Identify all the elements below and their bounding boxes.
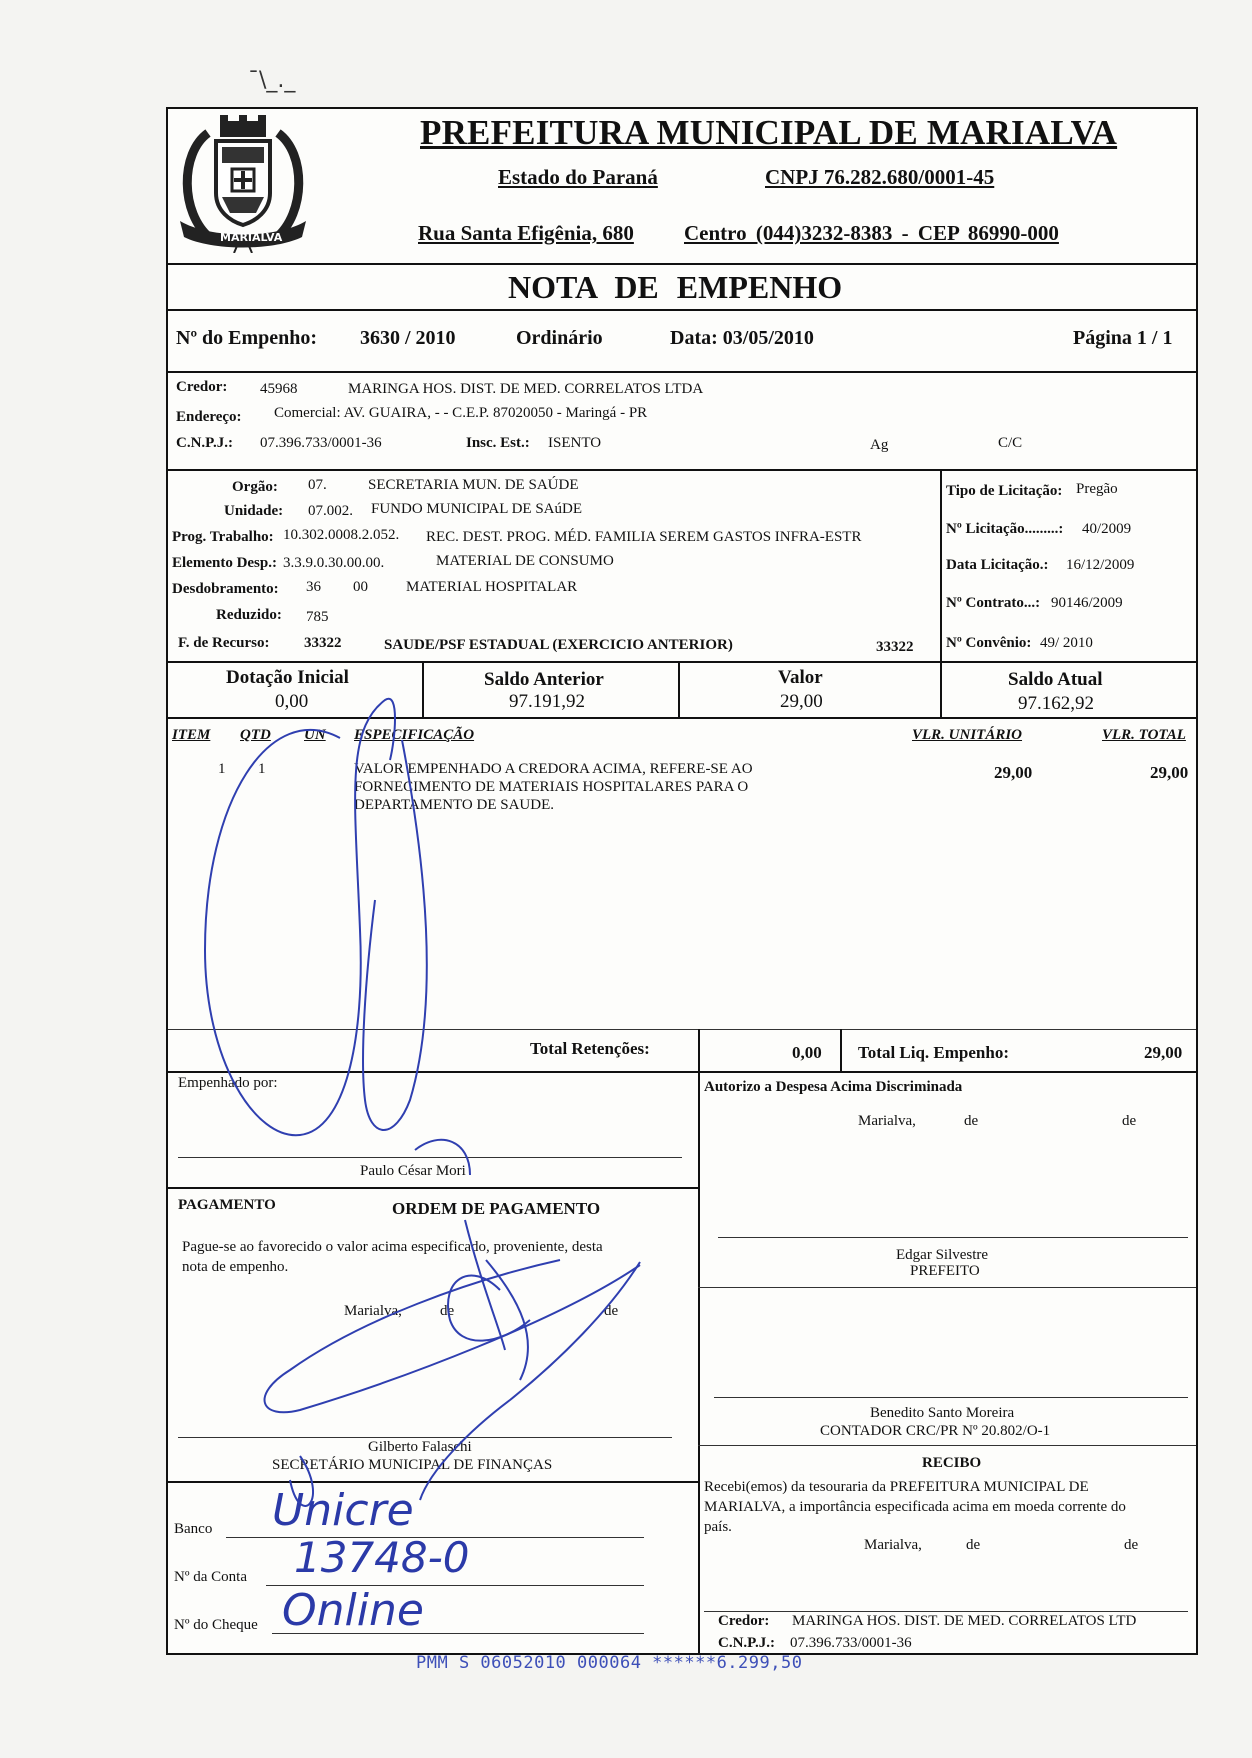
autorizo-de-2: de (1122, 1113, 1137, 1129)
cc-label: C/C (998, 435, 1023, 451)
recibo-title: RECIBO (922, 1455, 982, 1471)
empenho-number: 3630 / 2010 (360, 327, 456, 349)
prog-label: Prog. Trabalho: (172, 529, 274, 545)
saldo-anterior-label: Saldo Anterior (484, 669, 604, 690)
recibo-de-1: de (966, 1537, 981, 1553)
col-vlr-total: VLR. TOTAL (1102, 727, 1186, 743)
saldo-atual-value: 97.162,92 (1018, 693, 1094, 714)
item-qtd: 1 (258, 761, 266, 777)
desdobramento-sub: 00 (353, 579, 368, 595)
pagamento-text-2: nota de empenho. (182, 1259, 289, 1275)
ordem-pagamento-label: ORDEM DE PAGAMENTO (392, 1199, 601, 1218)
desdobramento-name: MATERIAL HOSPITALAR (406, 579, 578, 595)
contador-role: CONTADOR CRC/PR Nº 20.802/O-1 (820, 1423, 1051, 1439)
fonte-code: 33322 (304, 635, 342, 651)
licitacao-type: Pregão (1076, 481, 1118, 497)
crest-ribbon-text: MARIALVA (220, 231, 283, 244)
item-number: 1 (218, 761, 226, 777)
pagamento-text-1: Pague-se ao favorecido o valor acima especificado, proveniente, desta (182, 1239, 603, 1255)
conta-label: Nº da Conta (174, 1569, 247, 1585)
prog-code: 10.302.0008.2.052. (283, 527, 400, 543)
reduzido-label: Reduzido: (216, 607, 282, 623)
page-number: Página 1 / 1 (1073, 327, 1173, 349)
unidade-label: Unidade: (224, 503, 284, 519)
banco-handwritten: Unicre (272, 1485, 414, 1536)
licitacao-date-label: Data Licitação.: (946, 557, 1049, 573)
elemento-label: Elemento Desp.: (172, 555, 277, 571)
fonte-code-2: 33322 (876, 639, 914, 655)
autorizo-signer: Edgar Silvestre (896, 1247, 989, 1263)
conta-handwritten: 13748-0 (294, 1533, 470, 1582)
credor-name: MARINGA HOS. DIST. DE MED. CORRELATOS LTDA (348, 381, 704, 397)
empenho-number-label: Nº do Empenho: (176, 327, 318, 349)
recibo-de-2: de (1124, 1537, 1139, 1553)
licitacao-number-label: Nº Licitação.........: (946, 521, 1064, 537)
valor-value: 29,00 (780, 691, 823, 712)
liq-empenho-label: Total Liq. Empenho: (858, 1043, 1009, 1062)
col-especificacao: ESPECIFICAÇÃO (354, 727, 475, 743)
header-contact: Centro (044)3232-8383 - CEP 86990-000 (684, 221, 1059, 245)
contrato-value: 90146/2009 (1051, 595, 1123, 611)
insc-value: ISENTO (548, 435, 602, 451)
desdobramento-label: Desdobramento: (172, 581, 279, 597)
item-spec-line-3: DEPARTAMENTO DE SAUDE. (354, 797, 554, 813)
header-title: PREFEITURA MUNICIPAL DE MARIALVA (420, 113, 1118, 152)
header-address: Rua Santa Efigênia, 680 (418, 221, 634, 245)
valor-label: Valor (778, 667, 823, 688)
pagamento-signer: Gilberto Falaschi (368, 1439, 472, 1455)
page-mark: ¯\_._ (248, 68, 296, 93)
col-qtd: QTD (240, 727, 271, 743)
col-un: UN (304, 727, 326, 743)
recibo-text-1: Recebi(emos) da tesouraria da PREFEITURA MUNICIPAL DE (704, 1479, 1089, 1495)
liq-empenho-value: 29,00 (1144, 1043, 1183, 1062)
item-spec-line-2: FORNECIMENTO DE MATERIAIS HOSPITALARES PARA O (354, 779, 749, 795)
col-item: ITEM (172, 727, 211, 743)
recibo-credor-label: Credor: (718, 1613, 770, 1629)
cheque-handwritten: Online (282, 1585, 424, 1636)
licitacao-date: 16/12/2009 (1066, 557, 1135, 573)
retencoes-label: Total Retenções: (530, 1039, 650, 1058)
recibo-cnpj: 07.396.733/0001-36 (790, 1635, 912, 1651)
cheque-label: Nº do Cheque (174, 1617, 258, 1633)
unidade-code: 07.002. (308, 503, 353, 519)
recibo-credor: MARINGA HOS. DIST. DE MED. CORRELATOS LTD (792, 1613, 1137, 1629)
pagamento-label: PAGAMENTO (178, 1197, 276, 1213)
empenhado-signer: Paulo César Mori (360, 1163, 466, 1179)
dotacao-value: 0,00 (275, 691, 309, 712)
elemento-name: MATERIAL DE CONSUMO (436, 553, 614, 569)
recibo-text-2: MARIALVA, a importância especificada acima em moeda corrente do (704, 1499, 1126, 1515)
col-vlr-unitario: VLR. UNITÁRIO (912, 727, 1023, 743)
prog-name: REC. DEST. PROG. MÉD. FAMILIA SEREM GASTOS INFRA-ESTR (426, 529, 862, 545)
fonte-name: SAUDE/PSF ESTADUAL (EXERCICIO ANTERIOR) (384, 637, 733, 653)
empenho-type: Ordinário (516, 327, 603, 349)
convenio-label: Nº Convênio: (946, 635, 1032, 651)
retencoes-value: 0,00 (792, 1043, 822, 1062)
credor-label: Credor: (176, 379, 228, 395)
credor-code: 45968 (260, 381, 298, 397)
banco-label: Banco (174, 1521, 213, 1537)
pagamento-signer-role: SECRETÁRIO MUNICIPAL DE FINANÇAS (272, 1457, 553, 1473)
pagamento-de-1: de (440, 1303, 455, 1319)
item-total-value: 29,00 (1150, 763, 1189, 782)
recibo-text-3: país. (704, 1519, 732, 1535)
item-spec-line-1: VALOR EMPENHADO A CREDORA ACIMA, REFERE-SE AO (354, 761, 753, 777)
header-state: Estado do Paraná (498, 165, 658, 189)
autorizo-signer-role: PREFEITO (910, 1263, 980, 1279)
item-unit-value: 29,00 (994, 763, 1033, 782)
saldo-atual-label: Saldo Atual (1008, 669, 1103, 690)
licitacao-number: 40/2009 (1082, 521, 1132, 537)
desdobramento-code: 36 (306, 579, 321, 595)
credor-cnpj: 07.396.733/0001-36 (260, 435, 382, 451)
orgao-label: Orgão: (232, 479, 278, 495)
pagamento-city: Marialva, (344, 1303, 402, 1319)
contrato-label: Nº Contrato...: (946, 595, 1041, 611)
pagamento-de-2: de (604, 1303, 619, 1319)
recibo-cnpj-label: C.N.P.J.: (718, 1635, 775, 1651)
autorizo-de-1: de (964, 1113, 979, 1129)
document-title: NOTA DE EMPENHO (508, 269, 843, 305)
convenio-value: 49/ 2010 (1040, 635, 1093, 651)
unidade-name: FUNDO MUNICIPAL DE SAúDE (371, 501, 582, 517)
endereco-label: Endereço: (176, 409, 242, 425)
fonte-label: F. de Recurso: (178, 635, 270, 651)
empenho-date: Data: 03/05/2010 (670, 327, 814, 349)
reduzido-value: 785 (306, 609, 329, 625)
recibo-city: Marialva, (864, 1537, 922, 1553)
credor-cnpj-label: C.N.P.J.: (176, 435, 233, 451)
elemento-code: 3.3.9.0.30.00.00. (283, 555, 385, 571)
credor-address: Comercial: AV. GUAIRA, - - C.E.P. 87020050 - Maringá - PR (274, 405, 648, 421)
dotacao-label: Dotação Inicial (226, 667, 349, 688)
autorizo-city: Marialva, (858, 1113, 916, 1129)
payment-stamp: PMM S 06052010 000064 ******6.299,50 (416, 1653, 803, 1673)
saldo-anterior-value: 97.191,92 (509, 691, 585, 712)
header-cnpj: CNPJ 76.282.680/0001-45 (765, 165, 995, 189)
autorizo-title: Autorizo a Despesa Acima Discriminada (704, 1079, 963, 1095)
empenhado-por-label: Empenhado por: (178, 1075, 278, 1091)
insc-label: Insc. Est.: (466, 435, 530, 451)
orgao-name: SECRETARIA MUN. DE SAÚDE (368, 477, 579, 493)
ag-label: Ag (870, 437, 889, 453)
orgao-code: 07. (308, 477, 327, 493)
contador-signer: Benedito Santo Moreira (870, 1405, 1015, 1421)
licitacao-type-label: Tipo de Licitação: (946, 483, 1063, 499)
